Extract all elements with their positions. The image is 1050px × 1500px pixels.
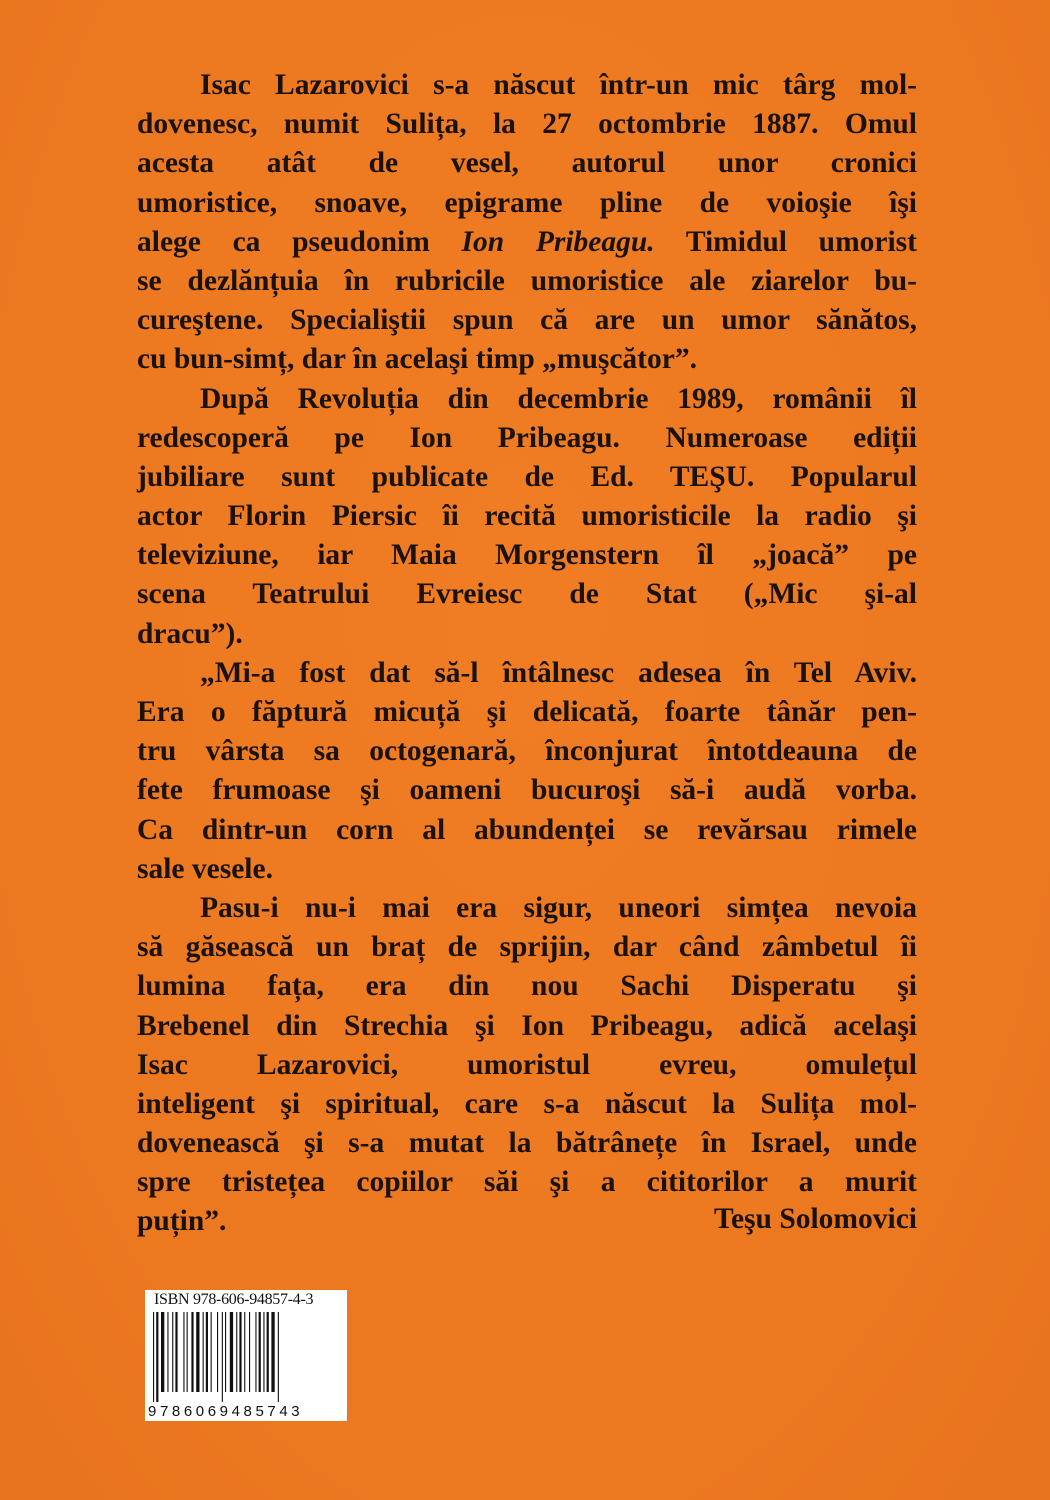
text-line: scena Teatrului Evreiesc de Stat („Mic şi-al xyxy=(137,578,917,611)
barcode-bar xyxy=(249,1312,250,1392)
text-line: Isac Lazarovici, umoristul evreu, omulețul xyxy=(137,1048,917,1081)
barcode-bars xyxy=(153,1312,325,1402)
barcode-bar xyxy=(203,1312,204,1392)
text-line xyxy=(137,223,917,262)
paragraph xyxy=(137,66,917,380)
barcode-bar xyxy=(183,1312,184,1392)
barcode-bar xyxy=(175,1312,177,1392)
text-line: fete frumoase şi oameni bucuroşi să-i audă vorba. xyxy=(137,774,917,807)
barcode-bar xyxy=(156,1312,158,1402)
text-line: lumina fața, era din nou Sachi Disperatu şi xyxy=(137,970,917,1003)
text-line: spre tristețea copiilor săi şi a cititorilor a murit xyxy=(137,1166,917,1199)
text-line: dracu”). xyxy=(137,617,243,650)
text-line: După Revoluția din decembrie 1989, românii îl xyxy=(200,382,917,415)
text-line: sale vesele. xyxy=(137,852,273,885)
barcode-bar xyxy=(239,1312,241,1392)
barcode-bar xyxy=(236,1312,237,1392)
isbn-label: ISBN 978-606-94857-4-3 xyxy=(154,1291,314,1308)
barcode-bar xyxy=(271,1312,274,1392)
text-line: redescoperă pe Ion Pribeagu. Numeroase ediții xyxy=(137,421,917,454)
barcode-bar xyxy=(259,1312,261,1392)
text-line: cu bun-simț, dar în acelaşi timp „muşcător”. xyxy=(137,343,697,376)
text-line: dovenească şi s-a mutat la bătrânețe în Israel, unde xyxy=(137,1127,917,1160)
back-cover-text xyxy=(137,66,917,1242)
text-line: acesta atât de vesel, autorul unor cronici xyxy=(137,147,917,180)
paragraph xyxy=(137,380,917,654)
text-line: se dezlănțuia în rubricile umoristice ale ziarelor bu- xyxy=(137,264,917,297)
barcode-bar xyxy=(187,1312,188,1392)
paragraph xyxy=(137,654,917,889)
barcode-bar xyxy=(267,1312,269,1392)
text-line: televiziune, iar Maia Morgenstern îl „joacă” pe xyxy=(137,539,917,572)
barcode-bar xyxy=(153,1312,154,1402)
barcode-bar xyxy=(206,1312,208,1392)
barcode-bar xyxy=(244,1312,245,1392)
barcode-bar xyxy=(278,1312,279,1402)
text-line: umoristice, snoave, epigrame pline de voioşie îşi xyxy=(137,186,917,219)
barcode-bar xyxy=(263,1312,264,1392)
text-line: Isac Lazarovici s-a născut într-un mic târg mol- xyxy=(200,69,917,101)
author-signature: Teşu Solomovici xyxy=(714,1203,917,1235)
barcode-bar xyxy=(225,1312,226,1392)
text-line: dovenesc, numit Sulița, la 27 octombrie 1887. Omul xyxy=(137,108,917,141)
text-segment: Timidul umorist xyxy=(654,225,917,258)
barcode-bar xyxy=(191,1312,193,1392)
barcode-bar xyxy=(255,1312,256,1392)
text-line: puțin”. xyxy=(137,1205,227,1238)
text-line: actor Florin Piersic îi recită umoristicile la radio şi xyxy=(137,500,917,533)
barcode-bar xyxy=(172,1312,173,1392)
text-line: jubiliare sunt publicate de Ed. TEŞU. Popularul xyxy=(137,460,917,493)
text-line: tru vârsta sa octogenară, înconjurat întotdeauna de xyxy=(137,735,917,768)
barcode-digits: 9786069485743 xyxy=(148,1403,304,1420)
isbn-barcode xyxy=(145,1290,347,1421)
text-line: inteligent şi spiritual, care s-a născut la Sulița mol- xyxy=(137,1087,917,1120)
text-line: Era o făptură micuță şi delicată, foarte tânăr pen- xyxy=(137,696,917,728)
italic-pseudonym: Ion Pribeagu. xyxy=(461,225,655,258)
barcode-bar xyxy=(196,1312,199,1392)
barcode-bar xyxy=(161,1312,164,1392)
text-line: Pasu-i nu-i mai era sigur, uneori simțea nevoia xyxy=(200,891,917,924)
text-line: cureştene. Specialiştii spun că are un umor sănătos, xyxy=(137,304,917,337)
barcode-bar xyxy=(167,1312,168,1392)
text-line: Ca dintr-un corn al abundenței se revărsau rimele xyxy=(137,813,917,846)
barcode-bar xyxy=(211,1312,212,1392)
text-line: să găsească un braț de sprijin, dar când zâmbetul îi xyxy=(137,931,917,964)
paragraph xyxy=(137,889,917,1242)
text-segment: alege ca pseudonim xyxy=(137,225,462,258)
text-line: Brebenel din Strechia şi Ion Pribeagu, adică acelaşi xyxy=(137,1009,917,1042)
barcode-bar xyxy=(230,1312,233,1392)
text-line: „Mi-a fost dat să-l întâlnesc adesea în Tel Aviv. xyxy=(200,656,917,689)
barcode-bar xyxy=(217,1312,218,1392)
barcode-bar xyxy=(222,1312,223,1402)
